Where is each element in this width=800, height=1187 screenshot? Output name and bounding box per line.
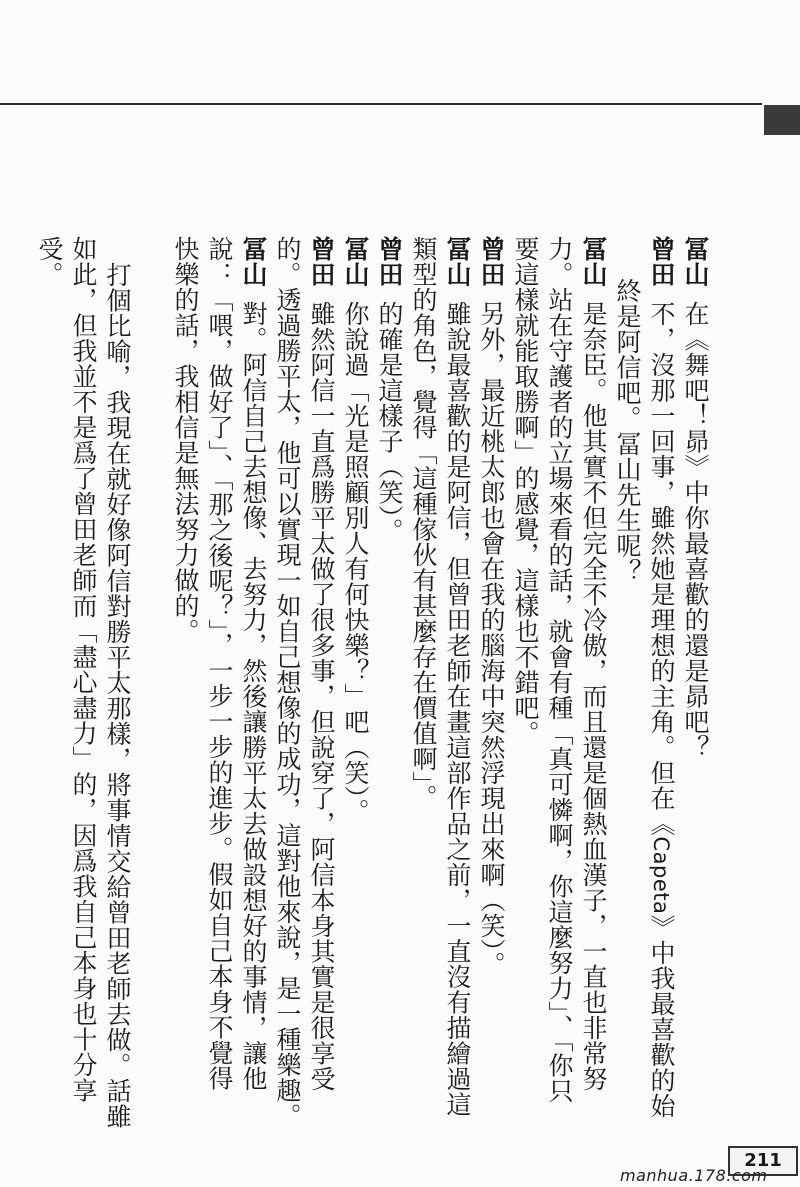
dialogue-text: 力。站在守護者的立場來看的話，就會有種「真可憐啊，你這麼努力」、「你只 [545,236,574,1104]
column-12 [304,236,338,1092]
speaker-label: 冨山 [681,236,710,287]
column-9 [406,236,440,810]
column-18 [66,236,100,1103]
column-17 [100,262,134,1129]
dialogue-text: 是奈臣。他其實不但完全不冷傲，而且還是個熱血漢子，一直也非常努 [579,301,608,1092]
column-14 [236,236,270,1092]
column-2 [644,236,678,1118]
dialogue-text: 的。透過勝平太，他可以實現一如自己想像的成功，這對他來說，是一種樂趣。 [273,236,302,1129]
top-rule [0,103,762,105]
speaker-label: 冨山 [579,236,608,287]
column-10 [372,236,406,544]
dialogue-text: 類型的角色，覺得「這種傢伙有甚麼存在價值啊」。 [409,236,438,810]
column-4 [576,236,610,1092]
dialogue-text: 雖然阿信一直爲勝平太做了很多事，但說穿了，阿信本身其實是很享受 [307,301,336,1092]
corner-tab [764,105,800,135]
dialogue-text: 打個比喻，我現在就好像阿信對勝平太那樣，將事情交給曾田老師去做。話雖 [103,262,132,1129]
latin-title: Capeta [649,836,673,915]
dialogue-text: 如此，但我並不是爲了曾田老師而「盡心盡力」的，因爲我自己本身也十分享 [69,236,98,1103]
dialogue-text: 雖說最喜歡的是阿信，但曾田老師在畫這部作品之前，一直沒有描繪過這 [443,301,472,1117]
column-11 [338,236,372,824]
dialogue-text: 快樂的話，我相信是無法努力做的。 [171,236,200,644]
column-19 [32,236,66,287]
dialogue-text: 不，沒那一回事，雖然她是理想的主角。但在《 [647,301,676,837]
speaker-label: 冨山 [443,236,472,287]
page-number: 211 [728,1146,798,1176]
dialogue-text: 對。阿信自己去想像、去努力，然後讓勝平太去做設想好的事情，讓他 [239,301,268,1092]
dialogue-text: 你說過「光是照顧別人有何快樂？」吧（笑）。 [341,301,370,824]
dialogue-text: 受。 [35,236,64,287]
column-15 [202,236,236,1091]
dialogue-text: 終是阿信吧。冨山先生呢？ [613,278,642,584]
dialogue-text: 要這樣就能取勝啊」的感覺，這樣也不錯吧。 [511,236,540,746]
column-16 [168,236,202,644]
column-8 [440,236,474,1117]
column-3 [610,278,644,584]
speaker-label: 曾田 [647,236,676,287]
column-5 [542,236,576,1104]
dialogue-text: 的確是這樣子（笑）。 [375,301,404,544]
column-1 [678,236,712,760]
speaker-label: 曾田 [307,236,336,287]
watermark: manhua.178.com [620,1166,768,1185]
dialogue-text: 說：「喂，做好了」、「那之後呢？」，一步一步的進步。假如自己本身不覺得 [205,236,234,1091]
dialogue-text: 在《舞吧！昴》中你最喜歡的還是昴吧？ [681,301,710,760]
column-13 [270,236,304,1129]
speaker-label: 冨山 [341,236,370,287]
column-7 [474,236,508,977]
dialogue-text: 另外，最近桃太郎也會在我的腦海中突然浮現出來啊（笑）。 [477,301,506,977]
speaker-label: 冨山 [239,236,268,287]
column-6 [508,236,542,746]
speaker-label: 曾田 [375,236,404,287]
speaker-label: 曾田 [477,236,506,287]
dialogue-text: 》中我最喜歡的始 [647,914,676,1119]
